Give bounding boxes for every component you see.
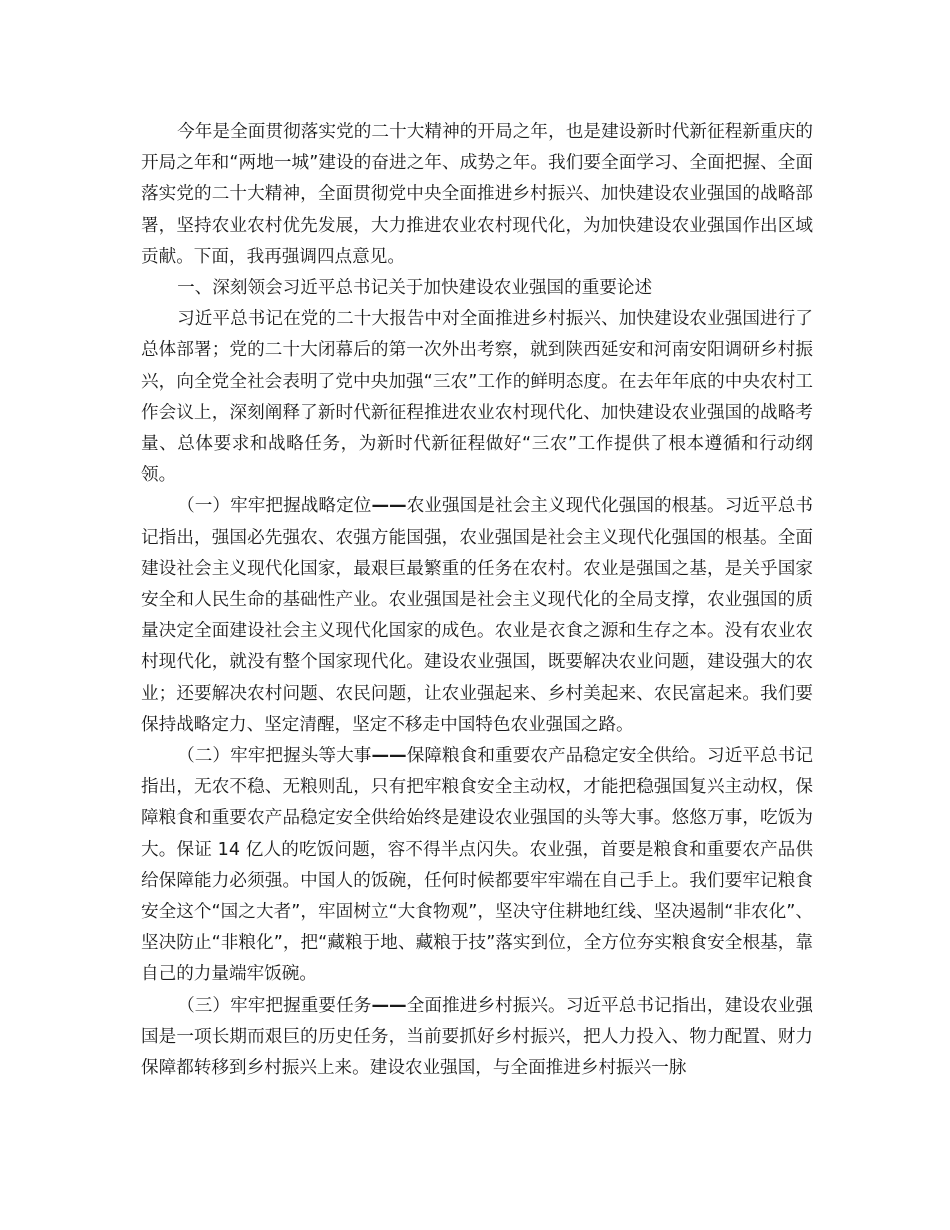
section-heading-1	[141, 273, 813, 304]
paragraph-text: 保障粮食和重要农产品稳定安全供给。习近平总书记指出，无农不稳、无粮则乱，只有把牢粮食安全主动权，才能把稳强国复兴主动权，保障粮食和重要农产品稳定安全供给始终是建设农业强国的头等大事。悠悠万事，吃饭为大。保证 14 亿人的吃饭问题，容不得半点闪失。农业强，首要是粮食和重要农产品供给保障能力必须强。中国人的饭碗，任何时候都要牢牢端在自己手上。我们要牢记粮食安全这个“国之大者”，牢固树立“大食物观”，坚决守住耕地红线、坚决遏制“非农化”、坚决防止“非粮化”，把“藏粮于地、藏粮于技”落实到位，全方位夯实粮食安全根基，靠自己的力量端牢饭碗。	[141, 746, 813, 985]
subsection-lead: （一）牢牢把握战略定位	[177, 496, 372, 517]
document-body	[141, 117, 813, 1084]
paragraph-text: 今年是全面贯彻落实党的二十大精神的开局之年，也是建设新时代新征程新重庆的开局之年和“两地一城”建设的奋进之年、成势之年。我们要全面学习、全面把握、全面落实党的二十大精神，全面贯彻党中央全面推进乡村振兴、加快建设农业强国的战略部署，坚持农业农村优先发展，大力推进农业农村现代化，为加快建设农业强国作出区域贡献。下面，我再强调四点意见。	[141, 122, 813, 267]
paragraph-text: 习近平总书记在党的二十大报告中对全面推进乡村振兴、加快建设农业强国进行了总体部署；党的二十大闭幕后的第一次外出考察，就到陕西延安和河南安阳调研乡村振兴，向全党全社会表明了党中央加强“三农”工作的鲜明态度。在去年年底的中央农村工作会议上，深刻阐释了新时代新征程推进农业农村现代化、加快建设农业强国的战略考量、总体要求和战略任务，为新时代新征程做好“三农”工作提供了根本遵循和行动纲领。	[141, 309, 813, 486]
paragraph-text: 农业强国是社会主义现代化强国的根基。习近平总书记指出，强国必先强农、农强方能国强，农业强国是社会主义现代化强国的根基。全面建设社会主义现代化国家，最艰巨最繁重的任务在农村。农业是强国之基，是关乎国家安全和人民生命的基础性产业。农业强国是社会主义现代化的全局支撑，农业强国的质量决定全面建设社会主义现代化国家的成色。农业是衣食之源和生存之本。没有农业农村现代化，就没有整个国家现代化。建设农业强国，既要解决农业问题，建设强大的农业；还要解决农村问题、农民问题，让农业强起来、乡村美起来、农民富起来。我们要保持战略定力、坚定清醒，坚定不移走中国特色农业强国之路。	[141, 496, 813, 735]
subsection-lead: （三）牢牢把握重要任务	[177, 995, 372, 1016]
paragraph-intro	[141, 117, 813, 273]
paragraph-text: 全面推进乡村振兴。习近平总书记指出，建设农业强国是一项长期而艰巨的历史任务，当前要抓好乡村振兴，把人力投入、物力配置、财力保障都转移到乡村振兴上来。建设农业强国，与全面推进乡村振兴一脉	[141, 995, 813, 1079]
paragraph-subsection-2	[141, 741, 813, 991]
em-dash: ——	[371, 746, 407, 767]
paragraph-subsection-1	[141, 491, 813, 741]
heading-text: 一、深刻领会习近平总书记关于加快建设农业强国的重要论述	[177, 278, 653, 299]
subsection-lead: （二）牢牢把握头等大事	[177, 746, 372, 767]
em-dash: ——	[371, 496, 407, 517]
em-dash: ——	[371, 995, 407, 1016]
paragraph-section-1-intro	[141, 304, 813, 491]
paragraph-subsection-3	[141, 991, 813, 1085]
